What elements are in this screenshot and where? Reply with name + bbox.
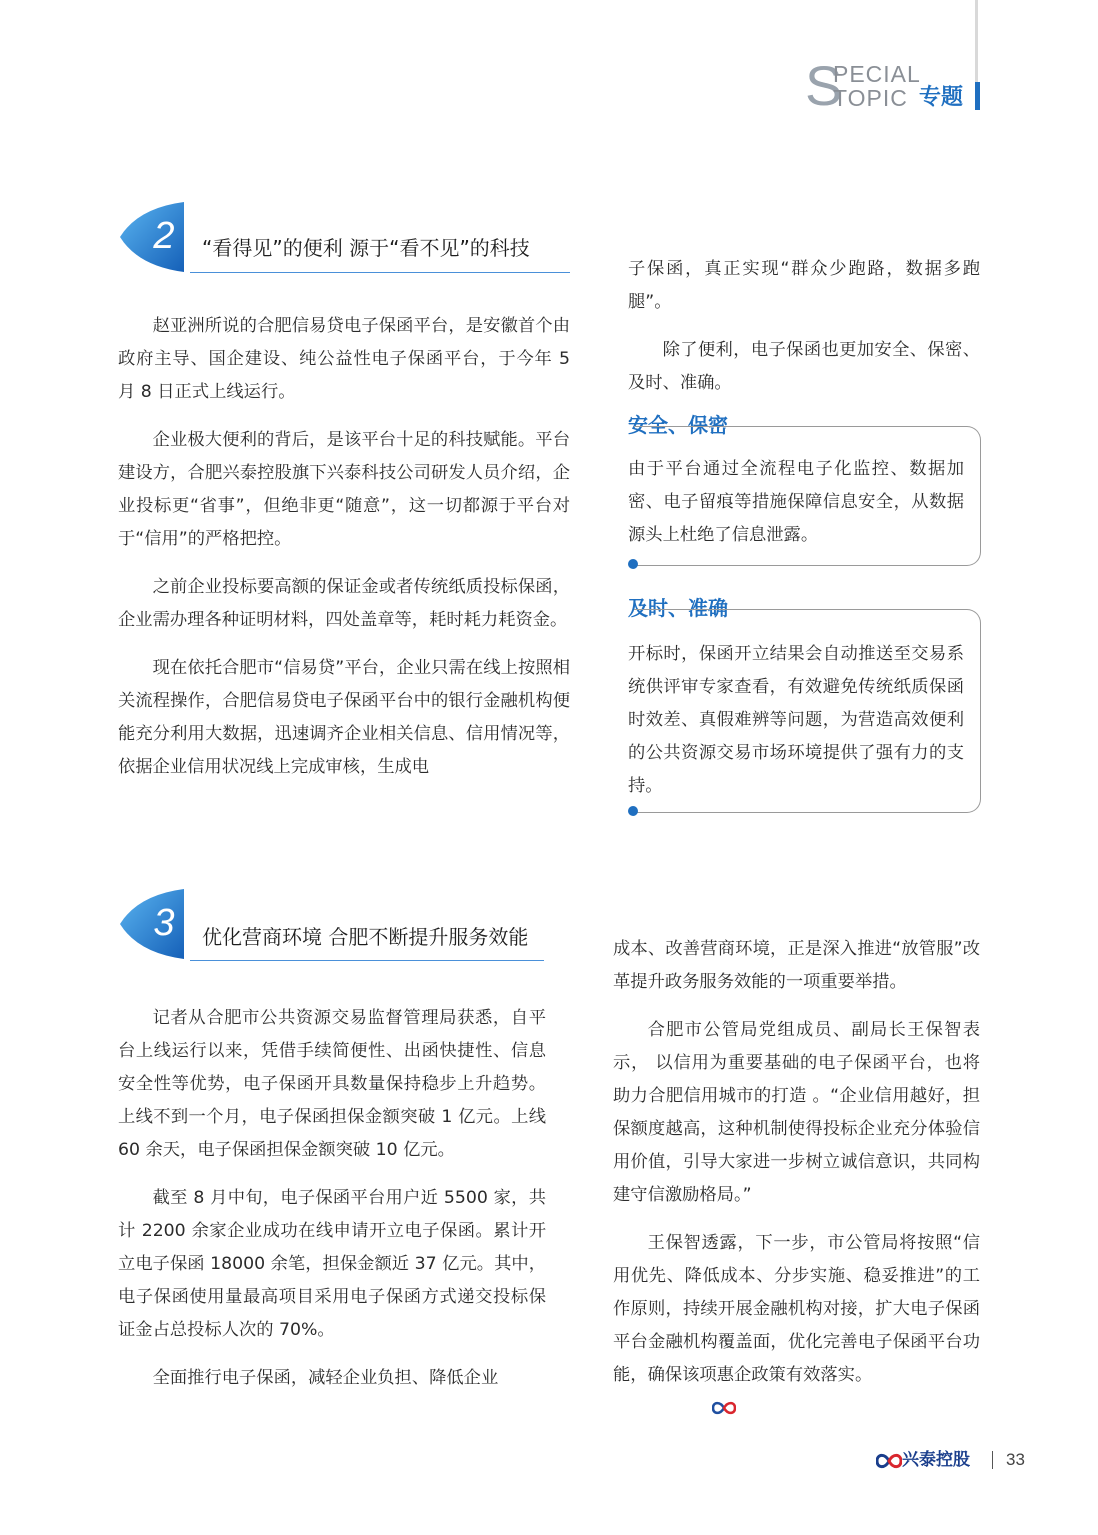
end-mark-icon <box>712 1400 736 1416</box>
section-header <box>805 54 975 118</box>
paragraph: 赵亚洲所说的合肥信易贷电子保函平台，是安徽首个由政府主导、国企建设、纯公益性电子保函平台，于今年 5 月 8 日正式上线运行。 <box>118 316 570 402</box>
paragraph: 记者从合肥市公共资源交易监督管理局获悉，自平台上线运行以来，凭借手续简便性、出函快捷性、信息安全性等优势，电子保函开具数量保持稳步上升趋势。上线不到一个月，电子保函担保金额突破 1 亿元。上线 60 余天，电子保函担保金额突破 10 亿元。 <box>118 1008 546 1160</box>
box-timely <box>628 609 981 813</box>
paragraph: 之前企业投标要高额的保证金或者传统纸质投标保函，企业需办理各种证明材料，四处盖章等，耗时耗力耗资金。 <box>118 577 570 630</box>
header-special: PECIAL <box>833 61 921 87</box>
brand-name: 兴泰控股 <box>902 1450 970 1470</box>
box-safety-text: 由于平台通过全流程电子化监控、数据加密、电子留痕等措施保障信息安全，从数据源头上杜绝了信息泄露。 <box>628 459 964 545</box>
section-3-badge <box>118 887 190 961</box>
box-safety <box>628 426 981 566</box>
brand-logo-icon <box>876 1452 902 1470</box>
box-safety-title: 安全、保密 <box>628 413 728 437</box>
header-topic: TOPIC <box>833 85 908 111</box>
section-2-right-column <box>628 253 980 415</box>
section-2-left-column <box>118 310 570 799</box>
box-timely-dot-icon <box>628 806 638 816</box>
box-timely-text: 开标时，保函开立结果会自动推送至交易系统供评审专家查看，有效避免传统纸质保函时效差、真假难辨等问题，为营造高效便利的公共资源交易市场环境提供了强有力的支持。 <box>628 644 964 796</box>
page-number: 33 <box>1006 1450 1025 1469</box>
section-2-rule <box>190 272 570 273</box>
section-3-left-column <box>118 1002 546 1410</box>
paragraph: 全面推行电子保函，减轻企业负担、降低企业 <box>152 1368 499 1388</box>
header-s-letter: S <box>805 54 843 117</box>
section-3-title: 优化营商环境 合肥不断提升服务效能 <box>202 925 529 949</box>
paragraph: 成本、改善营商环境，正是深入推进“放管服”改革提升政务服务效能的一项重要举措。 <box>613 939 980 992</box>
paragraph: 除了便利，电子保函也更加安全、保密、及时、准确。 <box>628 340 980 393</box>
section-2-title: “看得见”的便利 源于“看不见”的科技 <box>202 236 530 260</box>
section-2-badge <box>118 200 190 274</box>
section-3-right-column <box>613 933 980 1407</box>
paragraph: 子保函，真正实现“群众少跑路，数据多跑腿”。 <box>628 259 980 312</box>
section-2-number: 2 <box>153 215 175 257</box>
box-safety-dot-icon <box>628 559 638 569</box>
box-timely-title: 及时、准确 <box>628 596 728 620</box>
paragraph: 王保智透露，下一步，市公管局将按照“信用优先、降低成本、分步实施、稳妥推进”的工作原则，持续开展金融机构对接，扩大电子保函平台金融机构覆盖面，优化完善电子保函平台功能，确保该项惠企政策有效落实。 <box>613 1233 980 1385</box>
paragraph: 企业极大便利的背后，是该平台十足的科技赋能。平台建设方，合肥兴泰控股旗下兴泰科技公司研发人员介绍，企业投标更“省事”，但绝非更“随意”，这一切都源于平台对于“信用”的严格把控。 <box>118 430 570 549</box>
section-3-number: 3 <box>153 902 175 944</box>
paragraph: 现在依托合肥市“信易贷”平台，企业只需在线上按照相关流程操作，合肥信易贷电子保函平台中的银行金融机构便能充分利用大数据，迅速调齐企业相关信息、信用情况等，依据企业信用状况线上完成审核，生成电 <box>118 658 570 777</box>
section-3-rule <box>190 960 544 961</box>
header-zh-label: 专题 <box>919 85 964 110</box>
footer-separator <box>992 1451 993 1469</box>
paragraph: 合肥市公管局党组成员、副局长王保智表示， 以信用为重要基础的电子保函平台，也将助力合肥信用城市的打造 。“企业信用越好，担保额度越高，这种机制使得投标企业充分体验信用价值，引导大家进一步树立诚信意识，共同构建守信激励格局。” <box>613 1020 980 1205</box>
paragraph: 截至 8 月中旬，电子保函平台用户近 5500 家，共计 2200 余家企业成功在线申请开立电子保函。累计开立电子保函 18000 余笔，担保金额近 37 亿元。其中，电子保函使用量最高项目采用电子保函方式递交投标保证金占总投标人次的 70%。 <box>118 1188 546 1340</box>
header-accent-bar <box>975 82 980 110</box>
